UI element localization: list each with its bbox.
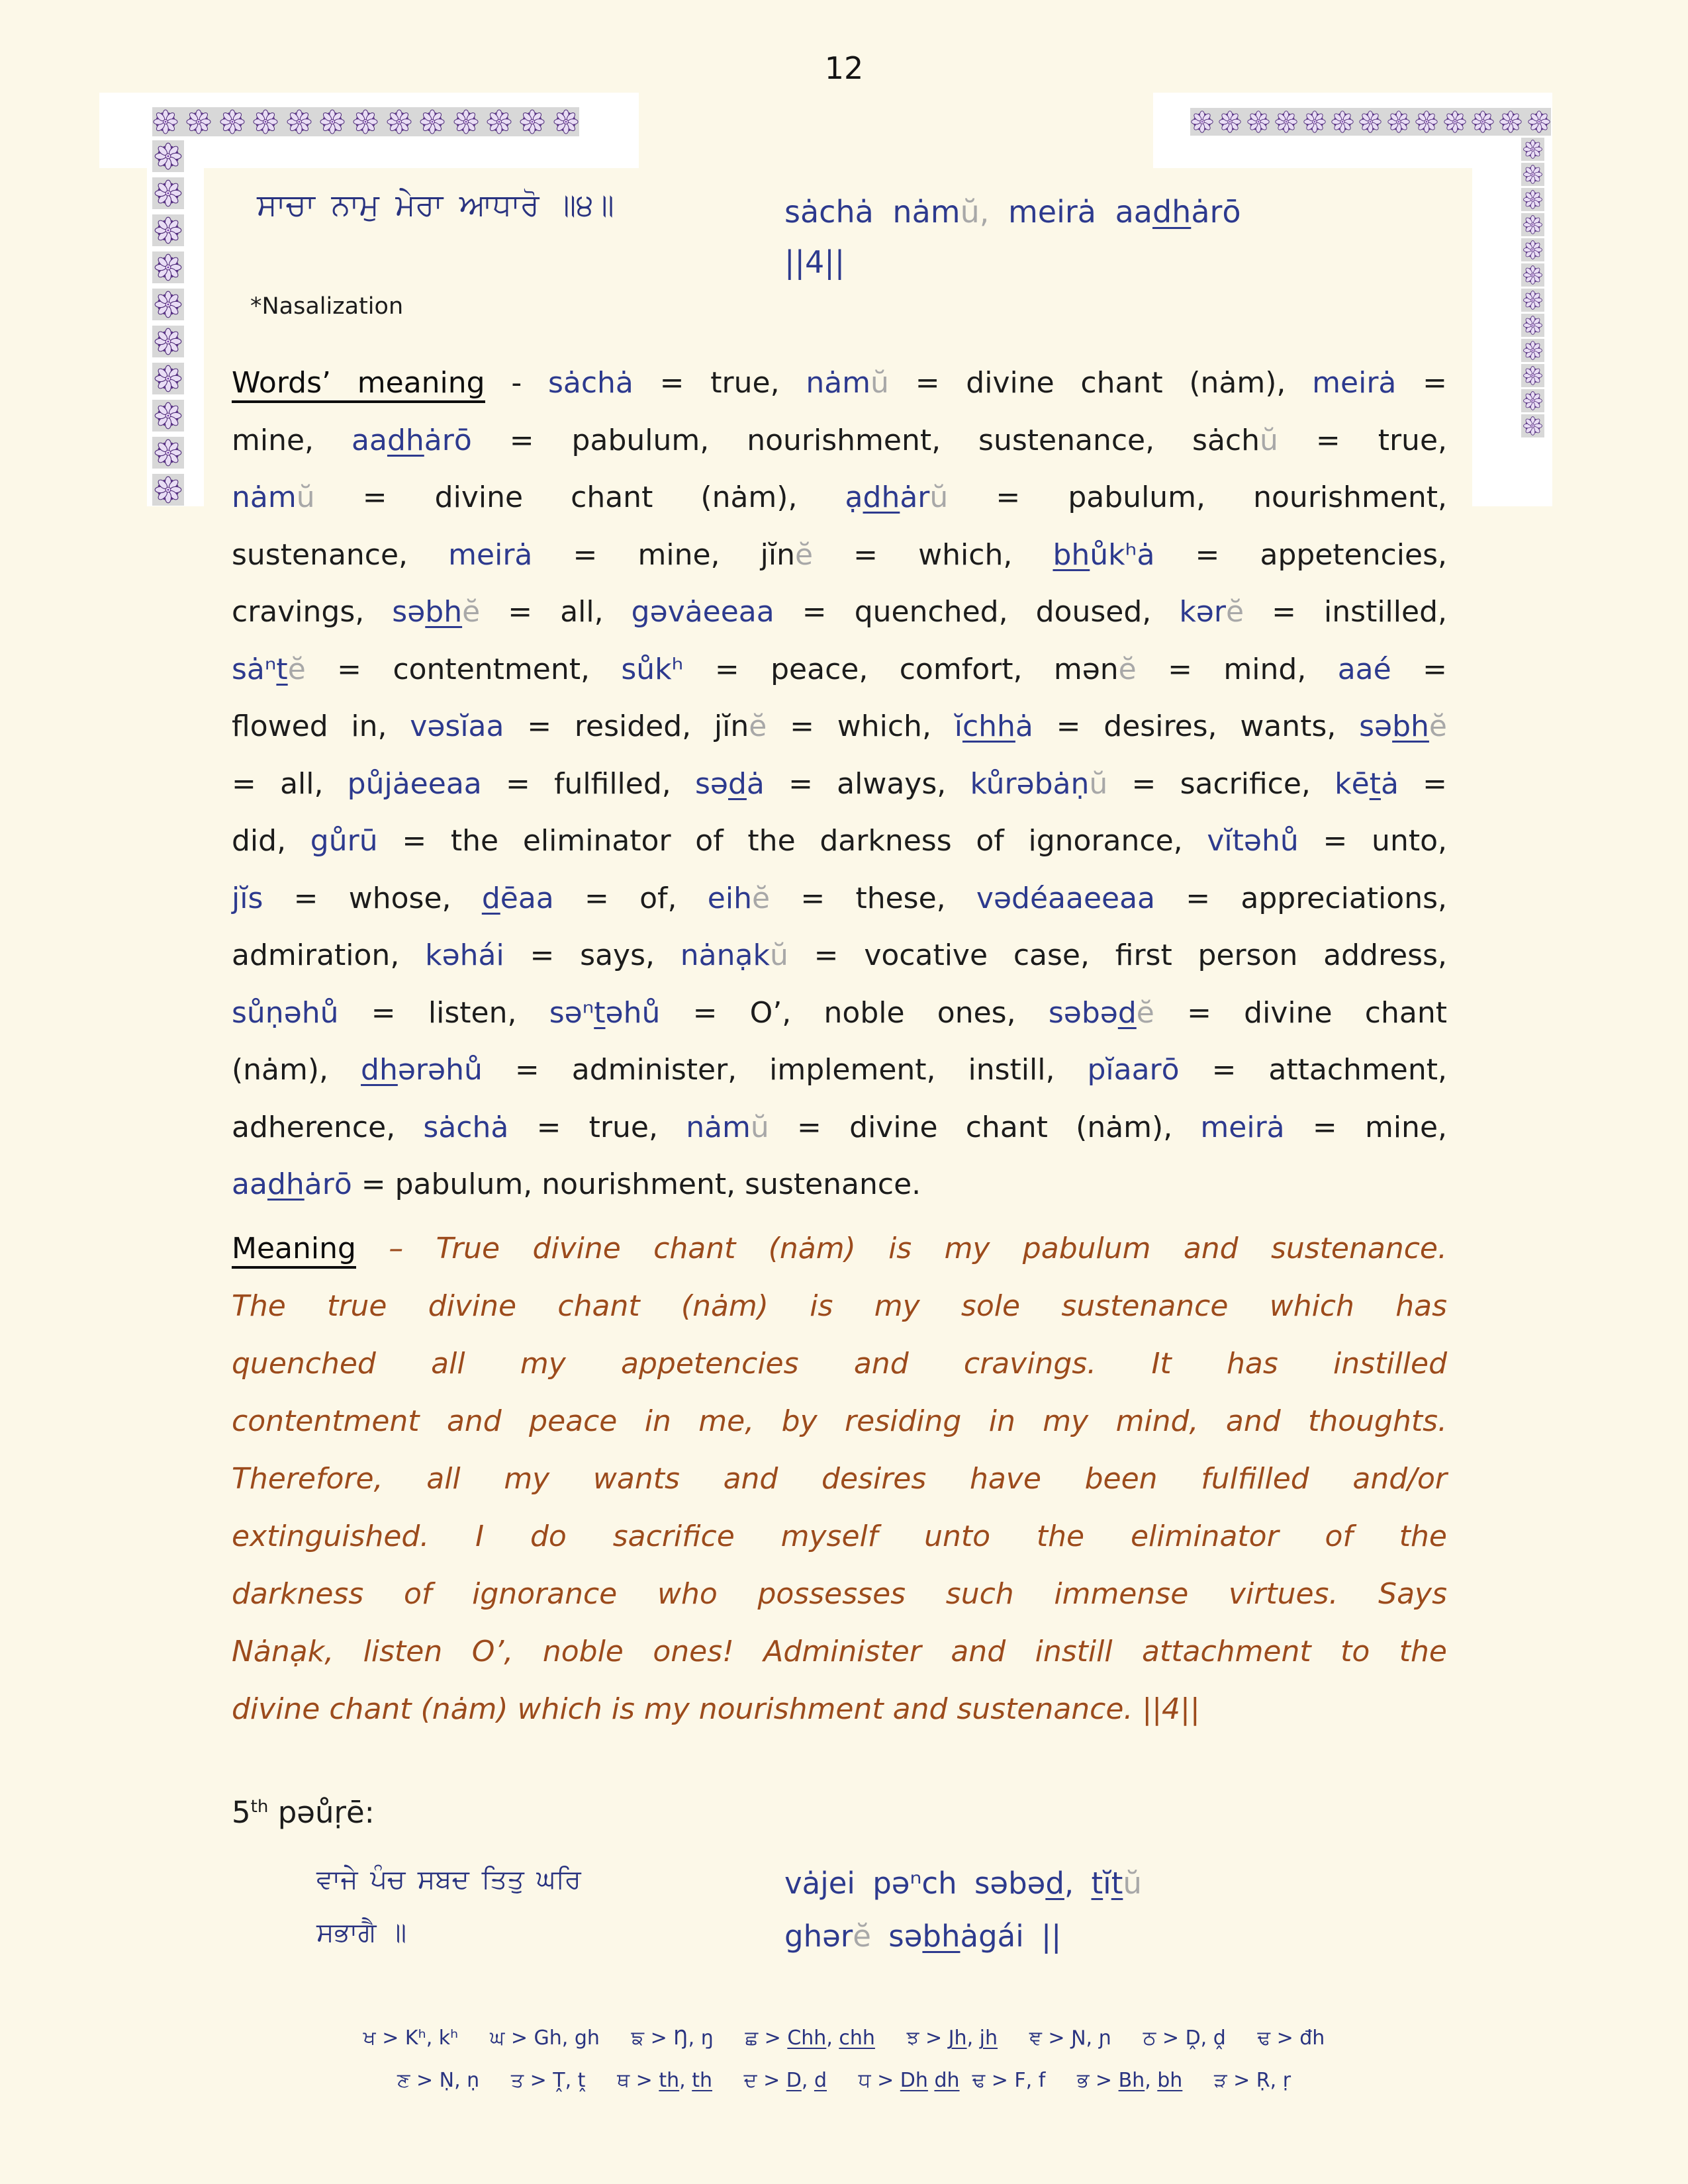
flower-ornament-icon [152,140,184,172]
page-number: 12 [824,50,864,86]
text-line: jĭs = whose, dēaa = of, eihĕ = these, vədéaaeeaa = appreciations, [232,881,1447,915]
flower-ornament-icon [154,179,183,208]
hymn-transliteration [784,187,1367,287]
text-line: did, gůrū = the eliminator of the darkness of ignorance, vĭtəhů = unto, [232,824,1447,858]
flower-ornament-icon [1303,110,1327,134]
text-line: The true divine chant (nȧm) is my sole sustenance which has [232,1289,1447,1323]
flower-ornament-icon [1523,240,1543,260]
flower-ornament-icon [486,109,512,135]
text-line: ਖ > Kʰ, kʰ ਘ > Gh, gh ਙ > Ŋ, ŋ ਛ > Chh, chh ਝ > Jh, jh ਞ > Ɲ, ɲ ਠ > Ḓ, ḓ ਢ > đh [363,2026,1325,2050]
meaning-paragraph [232,1220,1447,1738]
flower-ornament-icon [319,109,346,135]
flower-ornament-icon [1521,163,1544,186]
flower-ornament-icon [154,290,183,319]
text-line: vȧjei pəⁿch səbəd, tĭtŭ [784,1866,1142,1901]
flower-border-top-right [1190,108,1551,136]
text-line: ਵਾਜੇ ਪੰਚ ਸਬਦ ਤਿਤੁ ਘਰਿ [316,1864,581,1895]
flower-ornament-icon [152,400,184,432]
flower-ornament-icon [286,109,312,135]
text-line: Meaning – True divine chant (nȧm) is my pabulum and sustenance. [232,1220,1447,1277]
flower-ornament-icon [1523,164,1543,185]
text-line: mine, aadhȧrō = pabulum, nourishment, sustenance, sȧchŭ = true, [232,423,1447,457]
flower-ornament-icon [252,109,279,135]
text-line: = all, půjȧeeaa = fulfilled, sədȧ = always, kůrəbȧṇŭ = sacrifice, kētȧ = [232,766,1447,801]
flower-ornament-icon [352,109,379,135]
flower-ornament-icon [185,109,212,135]
flower-ornament-icon [486,109,512,135]
text-line: sȧchȧ nȧmŭ, meirȧ aadhȧrō [784,194,1241,230]
flower-ornament-icon [1521,414,1544,437]
flower-ornament-icon [1523,265,1543,285]
pauri5-gurmukhi-lines [316,1853,581,1959]
flower-ornament-icon [252,109,279,135]
flower-ornament-icon [1521,289,1544,312]
text-line: (nȧm), dhərəhů = administer, implement, instill, pĭaarō = attachment, [232,1053,1447,1087]
flower-border-right [1521,138,1544,437]
words-meaning-paragraph [232,355,1447,1214]
flower-ornament-icon [1523,139,1543,159]
text-line: Therefore, all my wants and desires have been fulfilled and/or [232,1462,1447,1496]
text-line: nȧmŭ = divine chant (nȧm), ạdhȧrŭ = pabulum, nourishment, [232,480,1447,514]
flower-ornament-icon [1274,110,1298,134]
text-line: ਸਾਚਾ ਨਾਮੁ ਮੇਰਾ ਆਧਾਰੋ ॥੪॥ [257,187,614,222]
flower-ornament-icon [453,109,479,135]
flower-ornament-icon [553,109,579,135]
flower-ornament-icon [352,109,379,135]
flower-ornament-icon [152,251,184,283]
flower-ornament-icon [219,109,246,135]
hymn-gurmukhi-line [257,187,853,224]
flower-ornament-icon [154,142,183,171]
text-line: ghərĕ səbhȧgái || [784,1919,1062,1954]
flower-ornament-icon [152,109,179,135]
flower-ornament-icon [1218,110,1242,134]
text-line: adherence, sȧchȧ = true, nȧmŭ = divine chant (nȧm), meirȧ = mine, [232,1110,1447,1144]
flower-ornament-icon [1358,110,1382,134]
flower-ornament-icon [1331,110,1354,134]
flower-ornament-icon [386,109,412,135]
flower-ornament-icon [519,109,545,135]
flower-ornament-icon [1499,110,1523,134]
flower-ornament-icon [154,364,183,393]
text-line: contentment and peace in me, by residing in my mind, and thoughts. [232,1404,1447,1438]
flower-ornament-icon [1415,110,1438,134]
pauri5-heading [232,1795,375,1830]
flower-ornament-icon [1246,110,1270,134]
text-line: Words’ meaning - sȧchȧ = true, nȧmŭ = divine chant (nȧm), meirȧ = [232,355,1447,412]
flower-ornament-icon [1443,110,1467,134]
flower-ornament-icon [1499,110,1523,134]
flower-ornament-icon [419,109,445,135]
flower-ornament-icon [1521,138,1544,161]
flower-ornament-icon [152,177,184,209]
text-line: ||4|| [784,244,845,280]
flower-ornament-icon [1523,365,1543,386]
flower-ornament-icon [1274,110,1298,134]
flower-ornament-icon [453,109,479,135]
text-line: sȧⁿtĕ = contentment, sůkʰ = peace, comfort, mənĕ = mind, aaé = [232,652,1447,686]
flower-ornament-icon [1358,110,1382,134]
flower-ornament-icon [1521,364,1544,387]
flower-ornament-icon [419,109,445,135]
flower-ornament-icon [1387,110,1411,134]
transliteration-legend [265,2017,1423,2102]
flower-ornament-icon [1521,213,1544,236]
text-line: darkness of ignorance who possesses such immense virtues. Says [232,1577,1447,1611]
flower-ornament-icon [1521,188,1544,211]
flower-ornament-icon [154,401,183,430]
flower-ornament-icon [152,474,184,506]
flower-ornament-icon [154,253,183,282]
flower-ornament-icon [152,326,184,357]
flower-ornament-icon [1523,340,1543,361]
flower-ornament-icon [1521,389,1544,412]
flower-ornament-icon [1527,110,1551,134]
flower-ornament-icon [553,109,579,135]
flower-ornament-icon [1303,110,1327,134]
nasalization-note: *Nasalization [250,293,404,320]
flower-ornament-icon [1521,314,1544,337]
text-line: sustenance, meirȧ = mine, jĭnĕ = which, bhůkʰȧ = appetencies, [232,537,1448,572]
flower-ornament-icon [154,216,183,245]
flower-ornament-icon [1523,290,1543,310]
flower-ornament-icon [1190,110,1214,134]
flower-ornament-icon [1523,189,1543,210]
flower-ornament-icon [1471,110,1495,134]
flower-ornament-icon [1387,110,1411,134]
flower-ornament-icon [1218,110,1242,134]
flower-ornament-icon [152,363,184,394]
flower-ornament-icon [1523,416,1543,436]
flower-ornament-icon [154,438,183,467]
text-line: cravings, səbhĕ = all, gəvȧeeaa = quenched, doused, kərĕ = instilled, [232,595,1447,629]
flower-ornament-icon [219,109,246,135]
flower-ornament-icon [1190,110,1214,134]
flower-ornament-icon [1415,110,1438,134]
flower-ornament-icon [1471,110,1495,134]
flower-ornament-icon [1527,110,1551,134]
flower-border-left [152,140,184,506]
flower-ornament-icon [154,327,183,356]
flower-ornament-icon [519,109,545,135]
flower-ornament-icon [154,475,183,504]
flower-ornament-icon [152,289,184,320]
flower-ornament-icon [1521,238,1544,261]
flower-ornament-icon [185,109,212,135]
flower-ornament-icon [1246,110,1270,134]
text-line: 5th pəůṛē: [232,1795,375,1830]
text-line: sůṇəhů = listen, səⁿtəhů = O’, noble ones, səbədĕ = divine chant [232,995,1447,1030]
flower-ornament-icon [1523,315,1543,336]
flower-ornament-icon [1521,339,1544,362]
flower-ornament-icon [1523,390,1543,411]
text-line: admiration, kəhái = says, nȧnạkŭ = vocative case, first person address, [232,938,1447,972]
pauri5-transliteration [784,1857,1380,1963]
text-line: Nȧnạk, listen O’, noble ones! Administer and instill attachment to the [232,1635,1447,1668]
flower-ornament-icon [1521,263,1544,287]
flower-ornament-icon [1523,214,1543,235]
text-line: aadhȧrō = pabulum, nourishment, sustenance. [232,1167,921,1201]
text-line: quenched all my appetencies and cravings. It has instilled [232,1347,1447,1381]
flower-ornament-icon [286,109,312,135]
text-line: divine chant (nȧm) which is my nourishment and sustenance. ||4|| [232,1692,1200,1726]
flower-ornament-icon [152,437,184,469]
text-line: flowed in, vəsĭaa = resided, jĭnĕ = which, ĭchhȧ = desires, wants, səbhĕ [232,709,1447,743]
flower-border-top-left [152,107,579,136]
flower-ornament-icon [1331,110,1354,134]
flower-ornament-icon [152,109,179,135]
flower-ornament-icon [152,214,184,246]
flower-ornament-icon [319,109,346,135]
text-line: ਣ > Ṇ, ṇ ਤ > Ṱ, ṱ ਥ > th, th ਦ > D, d ਧ > Dh dh ਢ > F, f ਭ > Bh, bh ੜ > Ṛ, ṛ [397,2069,1291,2092]
text-line: extinguished. I do sacrifice myself unto the eliminator of the [232,1520,1447,1553]
text-line: ਸਭਾਗੈ ॥ [316,1917,407,1948]
flower-ornament-icon [386,109,412,135]
flower-ornament-icon [1443,110,1467,134]
